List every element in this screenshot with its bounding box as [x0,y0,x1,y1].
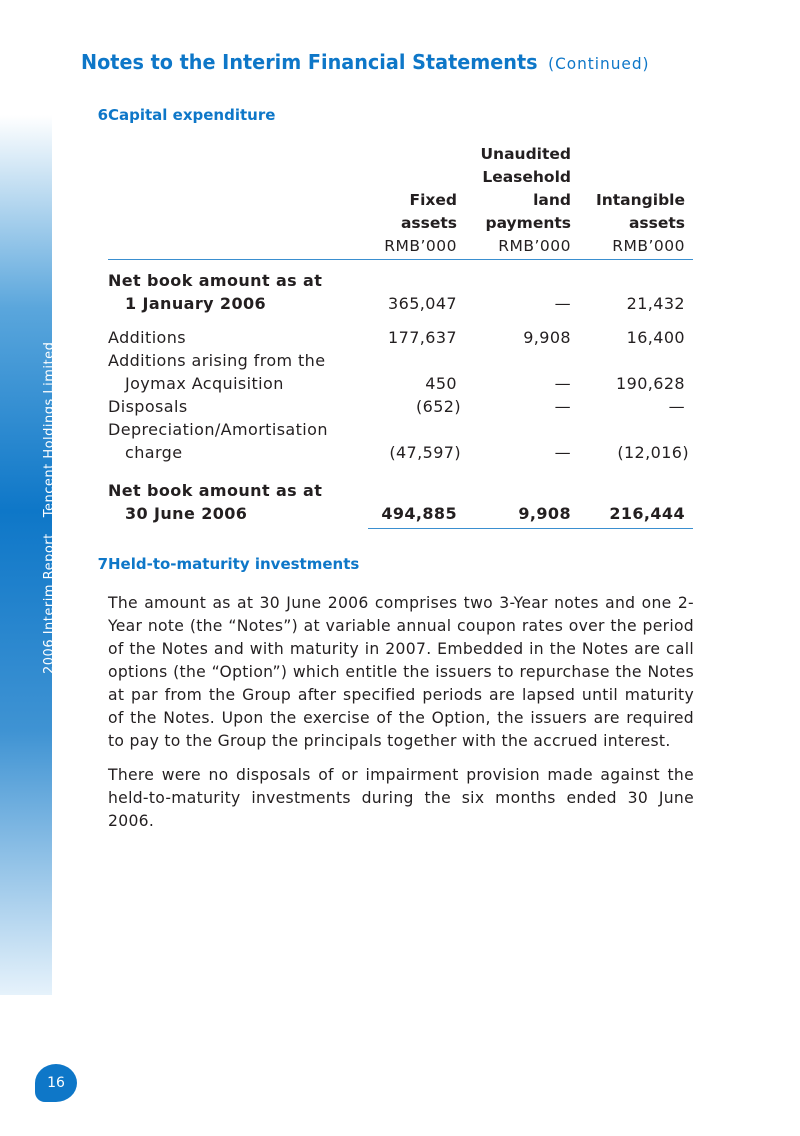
section-number: 6 [97,106,108,124]
section-title: Capital expenditure [108,106,276,124]
row-label-opening: Net book amount as at [108,271,323,290]
section-number: 7 [97,555,108,573]
cell-depreciation-fixed: (47,597) [389,443,461,462]
paragraph-held-to-maturity-1: The amount as at 30 June 2006 comprises two 3-Year notes and one 2-Year note (the “Notes”) at variable annual coupon rates over the period of the Notes and with maturity in 2007. Embedded in the Notes are call options (the “Option”) which entitle the issuers to repurchase the Notes at par from the Group after specified periods are lapsed until maturity of the Notes. Upon the exercise of the Option, the issuers are required to pay to the Group the principals together with the accrued interest. [108,594,694,750]
paragraph-held-to-maturity-2: There were no disposals of or impairment provision made against the held-to-maturity investments during the six months ended 30 June 2006. [108,766,694,830]
unaudited-label: Unaudited [480,145,571,163]
cell-opening-leasehold: — [554,294,571,313]
page-title-text: Notes to the Interim Financial Statements [81,50,538,74]
row-label-additions: Additions [108,328,187,347]
page-title [81,50,649,74]
cell-disposals-fixed: (652) [415,397,461,416]
cell-disposals-intangible: — [668,397,685,416]
row-label-closing-date: 30 June 2006 [125,504,248,523]
cell-joymax-fixed: 450 [425,374,457,393]
row-label-depreciation: Depreciation/Amortisation [108,420,328,439]
company-name: Tencent Holdings Limited [42,341,57,518]
column-header-intangible-assets: Intangible assets RMB’000 [595,191,685,255]
cell-additions-intangible: 16,400 [626,328,685,347]
cell-closing-fixed: 494,885 [381,504,457,523]
column-header-leasehold-land: Leasehold land payments RMB’000 [482,168,571,255]
row-label-joymax-line2: Joymax Acquisition [125,374,284,393]
cell-joymax-leasehold: — [554,374,571,393]
row-label-joymax: Additions arising from the [108,351,326,370]
cell-additions-fixed: 177,637 [388,328,457,347]
page-title-continued: (Continued) [548,54,650,73]
cell-joymax-intangible: 190,628 [616,374,685,393]
cell-depreciation-leasehold: — [554,443,571,462]
section-7-heading [81,555,359,573]
page-number: 16 [47,1075,65,1091]
row-label-opening-date: 1 January 2006 [125,294,267,313]
cell-depreciation-intangible: (12,016) [617,443,689,462]
cell-opening-fixed: 365,047 [388,294,457,313]
cell-disposals-leasehold: — [554,397,571,416]
cell-closing-leasehold: 9,908 [518,504,571,523]
page-number-badge [35,1064,77,1102]
section-title: Held-to-maturity investments [108,555,360,573]
header-rule [108,259,693,260]
row-label-closing: Net book amount as at [108,481,323,500]
report-name: 2006 Interim Report [42,533,57,674]
row-label-disposals: Disposals [108,397,188,416]
section-6-heading [81,106,275,124]
cell-opening-intangible: 21,432 [626,294,685,313]
side-banner-text [42,342,57,674]
cell-closing-intangible: 216,444 [609,504,685,523]
cell-additions-leasehold: 9,908 [523,328,571,347]
column-header-fixed-assets: Fixed assets RMB’000 [384,191,457,255]
row-label-depreciation-line2: charge [125,443,183,462]
total-rule [368,528,693,529]
